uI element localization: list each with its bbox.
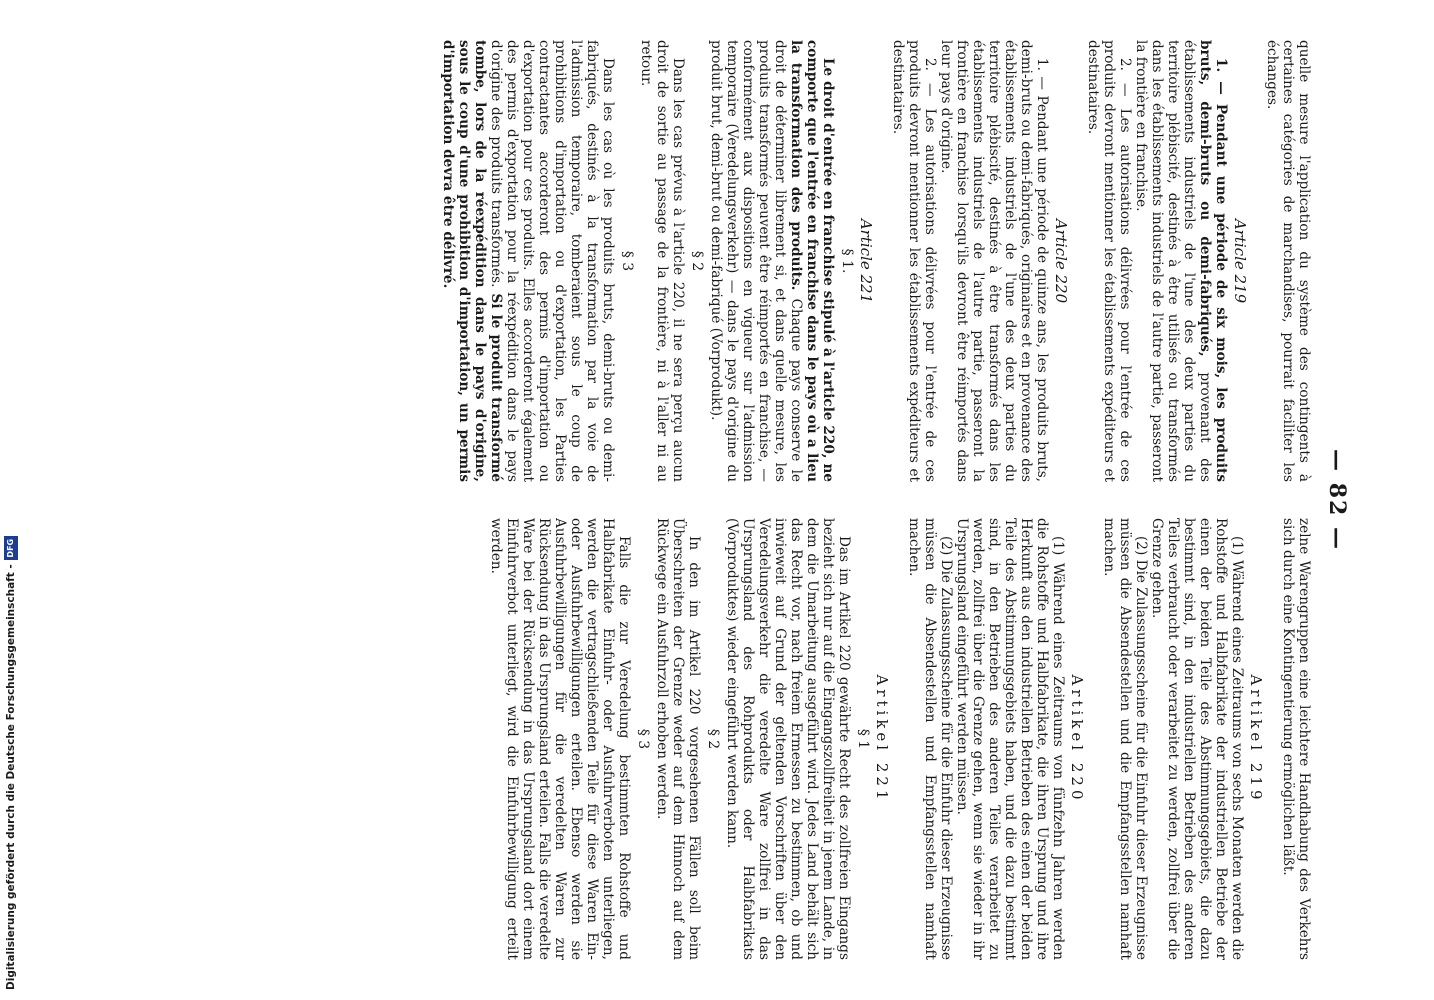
german-section-2-text: In den im Artikel 220 vorgesehenen Fällen soll beim Überschreiten der Grenze weder auf dem Hinnoch auf dem Rückwege ein Ausfuhrzoll erhoben werden. bbox=[654, 518, 702, 960]
german-article-219-heading: Artikel 219 bbox=[1247, 674, 1265, 804]
german-section-2-mark: § 2 bbox=[705, 728, 721, 750]
german-article-220-para-2: (2) Die Zulassungsscheine für die Einfuhr dieser Erzeugnisse müssen die Absendestellen und Empfangsstellen namhaft machen. bbox=[906, 518, 954, 960]
german-article-219-para-1: (1) Während eines Zeitraums von sechs Monaten werden die Rohstoffe und Halbfabrikate der industriellen Betriebe der einen der beiden Teile des Abstimmungsgebiets, die dazu bestimmt sind, in den industriellen Betrieben des anderen Teiles verbraucht oder verarbeitet zu werden, zollfrei über die Grenze gehen. bbox=[1149, 518, 1245, 960]
french-intro: quelle mesure l'application du système des contingents à certaines catégories de marchandises, pourrait faciliter les échanges. bbox=[1264, 40, 1312, 482]
french-section-1-bold: Le droit d'entrée en franchise stipulé à l'article 220, ne comporte que l'entrée en franchise dans le pays où a lieu la transformation des produits. bbox=[788, 40, 836, 482]
german-section-3-mark: § 3 bbox=[635, 728, 651, 750]
french-section-3-text bbox=[440, 40, 616, 482]
french-section-1-rest: Chaque pays conserve le droit de déterminer librement si, et dans quelle mesure, les produits transformés peuvent être réimportés en franchise, — conformément aux dispositions en vigueur sur l'admission temporaire (Veredelungsverkehr) — dans le pays d'origine du produit brut, demi-brut ou demi-fabriqué (Vorprodukt). bbox=[708, 40, 804, 482]
rotated-page bbox=[100, 40, 1350, 960]
french-article-219-para-1-bold: 1. — Pendant une période de six mois, les produits bruts, demi-bruts ou demi-fabriqués, bbox=[1197, 40, 1229, 482]
french-article-220-para-2: 2. — Les autorisations délivrées pour l'entrée de ces produits devront mentionner les établissements expéditeurs et destinataires. bbox=[890, 40, 938, 482]
french-section-1-text bbox=[708, 40, 836, 482]
french-article-219-heading: Article 219 bbox=[1231, 218, 1249, 304]
german-section-3-text: Falls die zur Veredelung bestimmten Rohstoffe und Halbfabrikate Einfuhr- oder Ausfuhrverboten unterliegen, werden die vertragschließenden Teile für diese Waren Ein- oder Ausfuhrbewilligungen erteilen. Ebenso werden sie Ausfuhrbewilligungen für die veredelten Waren zur Rücksendung in das Ursprungsland erteilen. Falls die veredelte Ware bei der Rücksendung in das Ursprungsland dort einem Einfuhrverbot unterliegt, wird die Einfuhrbewilligung erteilt werden. bbox=[488, 518, 632, 960]
german-article-220-heading: Artikel 220 bbox=[1068, 674, 1086, 804]
german-section-1-mark: § 1 bbox=[855, 728, 871, 750]
dfg-logo-icon: DFG bbox=[4, 536, 18, 560]
french-article-219-para-1-rest: provenant des établissements industriels de l'une des deux parties du territoire plébiscité, destinés à être utilisés ou transformés dans les établissements industriels de l'autre partie, passeront la frontière en franchise. bbox=[1133, 40, 1213, 482]
french-column bbox=[112, 40, 1312, 482]
german-article-219-para-2: (2) Die Zulassungsscheine für die Einfuhr dieser Erzeugnisse müssen die Absendestellen und die Empfangsstellen namhaft machen. bbox=[1101, 518, 1149, 960]
french-section-3-main: Dans les cas où les produits bruts, demi-bruts ou demi-fabriqués, destinés à la transformation par la voie de l'admission temporaire, tomberaient sous le coup de prohibitions d'importation ou d'exportation, les Parties contractantes accorderont des permis d'importation ou d'exportation pour ces produits. Elles accorderont également des permis d'exportation pour la réexpédition dans le pays d'origine des produits transformés. bbox=[488, 40, 616, 482]
french-section-3-mark: § 3 bbox=[619, 250, 635, 272]
german-article-220-para-1: (1) Während eines Zeitraums von fünfzehn Jahren werden die Rohstoffe und Halbfabrikate, die ihren Ursprung und ihre Herkunft aus den industriellen Betrieben des einen der beiden Teile des Abstimmungsgebiets haben, und die dazu bestimmt sind, in den Betrieben des anderen Teiles verarbeitet zu werden, zollfrei über die Grenze gehen, wenn sie wieder in ihr Ursprungsland eingeführt werden müssen. bbox=[954, 518, 1066, 960]
french-article-219-para-1 bbox=[1133, 40, 1229, 482]
french-article-221-heading: Article 221 bbox=[857, 218, 875, 304]
page-number: — 82 — bbox=[1324, 449, 1350, 551]
french-section-1-mark: § 1. bbox=[839, 248, 855, 274]
french-article-220-heading: Article 220 bbox=[1052, 218, 1070, 304]
french-section-2-mark: § 2 bbox=[689, 250, 705, 272]
french-section-3-bold: Si le produit transformé tombe, lors de la réexpédition dans le pays d'origine, sous le coup d'une prohibition d'importation, un permis d'importation devra être délivré. bbox=[440, 40, 504, 482]
digitization-credit bbox=[4, 536, 18, 990]
credit-text: Digitalisierung gefördert durch die Deutsche Forschungsgemeinschaft - bbox=[5, 564, 17, 990]
german-intro: zelne Warengruppen eine leichtere Handhabung des Verkehrs sich durch eine Kontingentierung ermöglichen läßt. bbox=[1280, 518, 1312, 960]
french-article-219-para-2: 2. — Les autorisations délivrées pour l'entrée de ces produits devront mentionner les établissements expéditeurs et destinataires. bbox=[1085, 40, 1133, 482]
german-article-221-heading: Artikel 221 bbox=[873, 674, 891, 804]
french-section-2-text: Dans les cas prévus à l'article 220, il ne sera perçu aucun droit de sortie au passage de la frontière, ni à l'aller ni au retour. bbox=[638, 40, 686, 482]
german-section-1-text: Das im Artikel 220 gewährte Recht des zollfreien Eingangs bezieht sich nur auf die Eingangszollfreiheit in jenem Lande, in dem die Umarbeitung ausgeführt wird. Jedes Land behält sich das Recht vor, nach freiem Ermessen zu bestimmen, ob und inwieweit auf Grund der geltenden Vorschriften über den Veredelungsverkehr die veredelte Ware zollfrei in das Ursprungsland des Rohprodukts oder Halbfabrikats (Vorproduktes) wieder eingeführt werden kann. bbox=[724, 518, 852, 960]
french-article-220-para-1: 1. — Pendant une période de quinze ans, les produits bruts, demi-bruts ou demi-fabriqués, originaires et en provenance des établissements industriels de l'une des deux parties du territoire plébiscité, destinés à être transformés dans les établissements industriels de l'autre partie, passeront la frontière en franchise lorsqu'ils devront être réimportés dans leur pays d'origine. bbox=[938, 40, 1050, 482]
german-column bbox=[112, 518, 1312, 960]
